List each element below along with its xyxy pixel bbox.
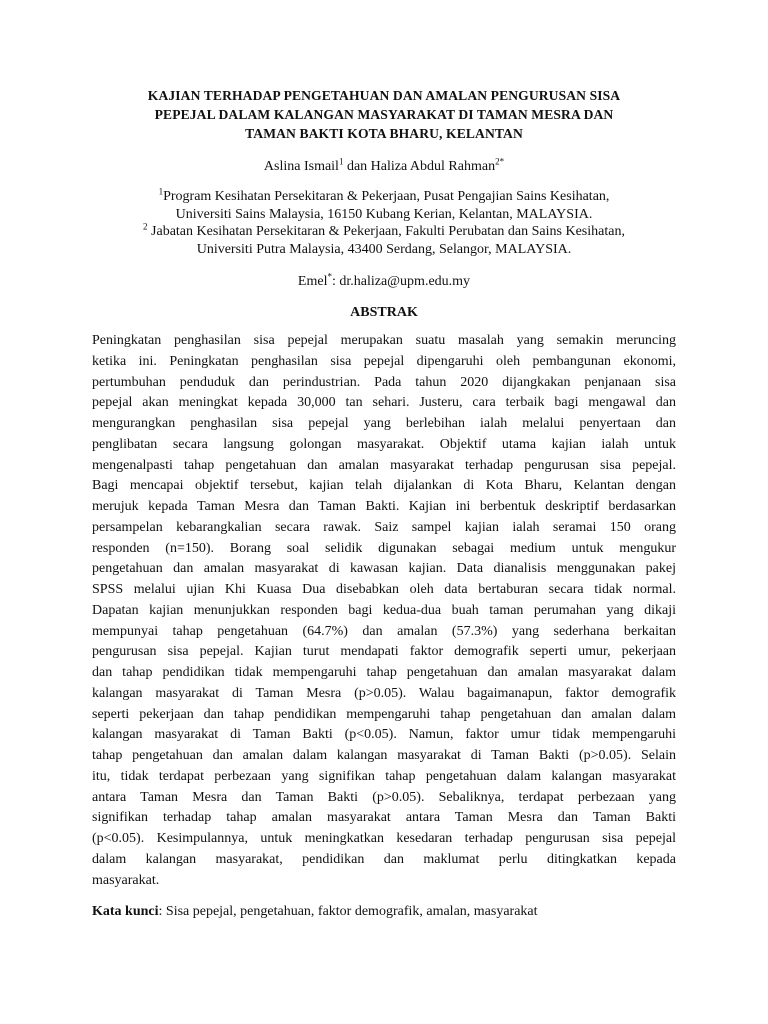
corresponding-mark: * (327, 271, 332, 282)
abstract-line: mengenalpasti tahap pengetahuan dan amalan masyarakat terhadap pengurusan sisa pepejal. (92, 457, 676, 473)
keywords-value: : Sisa pepejal, pengetahuan, faktor demografik, amalan, masyarakat (158, 904, 538, 920)
affiliation-mark: 1 (158, 186, 164, 197)
abstract-line: tahap pengetahuan dan amalan dalam kalangan masyarakat di Taman Bakti (p>0.05). Selain (92, 748, 676, 763)
abstract-line: pengetahuan dan amalan masyarakat di kawasan kajian. Data dianalisis menggunakan pakej (92, 561, 676, 577)
abstract-body (92, 331, 676, 891)
affiliation-mark: 2 (143, 221, 148, 232)
abstract-line: dalam kalangan masyarakat, pendidikan dan maklumat perlu ditingkatkan kepada (92, 851, 676, 867)
author-name: Aslina Ismail (263, 159, 339, 174)
keywords-label: Kata kunci (92, 904, 159, 920)
abstract-heading: ABSTRAK (350, 305, 418, 320)
author-name: Haliza Abdul Rahman (370, 159, 496, 174)
abstract-line: pertumbuhan penduduk dan perindustrian. Pada tahun 2020 dijangkakan penjanaan sisa (92, 374, 676, 390)
abstract-line: kalangan masyarakat di Taman Bakti (p<0.05). Namun, faktor umur tidak mempengaruhi (92, 727, 676, 743)
abstract-line: ketika ini. Peningkatan penghasilan sisa pepejal dipengaruhi oleh pembangunan ekonomi, (92, 353, 676, 369)
abstract-line: penglibatan secara langsung golongan masyarakat. Objektif utama kajian ialah untuk (92, 436, 676, 452)
affiliation-line: Universiti Putra Malaysia, 43400 Serdang, Selangor, MALAYSIA. (196, 241, 572, 257)
affiliation-line: $^1$Program Kesihatan Persekitaran & Pekerjaan, Pusat Pengajian Sains Kesihatan, (158, 186, 610, 204)
abstract-line: mempunyai tahap pengetahuan (64.7%) dan amalan (57.3%) yang sederhana berkaitan (92, 623, 676, 639)
abstract-line: dan tahap pendidikan tidak mempengaruhi tahap pengetahuan dan amalan masyarakat dalam (92, 665, 676, 680)
abstract-line: (p<0.05). Kesimpulannya, untuk meningkatkan kesedaran terhadap pengurusan sisa pepejal (92, 831, 676, 846)
affiliation-line: $^2$ Jabatan Kesihatan Persekitaran & Pekerjaan, Fakulti Perubatan dan Sains Kesihatan, (143, 221, 625, 239)
abstract-line: mengurangkan penghasilan sisa pepejal yang berlebihan ialah melalui penyertaan dan (92, 416, 676, 431)
title-line: KAJIAN TERHADAP PENGETAHUAN DAN AMALAN PENGURUSAN SISA (147, 88, 621, 103)
affiliation-list (92, 188, 676, 258)
title-line: TAMAN BAKTI KOTA BHARU, KELANTAN (245, 126, 523, 141)
abstract-line: kalangan masyarakat di Taman Mesra (p>0.05). Walau bagaimanapun, faktor demografik (92, 685, 676, 701)
abstract-line: pengurusan sisa pepejal. Kajian turut mendapati faktor demografik seperti umur, pekerjaan (92, 644, 676, 660)
abstract-line: antara Taman Mesra dan Taman Bakti (p>0.05). Sebaliknya, terdapat perbezaan yang (92, 789, 676, 805)
abstract-line: SPSS melalui ujian Khi Kuasa Dua disebabkan oleh data bertaburan secara tidak normal. (92, 582, 676, 597)
abstract-line: persampelan kebarangkalian secara rawak. Saiz sampel kajian ialah seramai 150 orang (92, 519, 676, 535)
email-address: : dr.haliza@upm.edu.my (331, 274, 471, 289)
abstract-line: masyarakat. (92, 872, 160, 888)
abstract-line: Dapatan kajian menunjukkan responden bagi kedua-dua buah taman perumahan yang dikaji (92, 602, 676, 618)
affiliation-line: Universiti Sains Malaysia, 16150 Kubang Kerian, Kelantan, MALAYSIA. (175, 206, 593, 222)
affiliation-mark: 2* (495, 156, 505, 167)
abstract-line: Peningkatan penghasilan sisa pepejal merupakan suatu masalah yang semakin meruncing (92, 333, 676, 348)
abstract-line: merujuk kepada Taman Mesra dan Taman Bakti. Kajian ini berbentuk deskriptif berdasarkan (92, 499, 676, 514)
abstract-line: pepejal akan meningkat kepada 30,000 tan sehari. Justeru, cara terbaik bagi mengawal dan (92, 395, 676, 411)
email-label: Emel (297, 274, 328, 289)
author-list (92, 158, 676, 176)
affiliation-mark: 1 (338, 156, 344, 167)
title-line: PEPEJAL DALAM KALANGAN MASYARAKAT DI TAMAN MESRA DAN (154, 107, 614, 122)
contact-email (92, 273, 676, 291)
abstract-line: signifikan terhadap tahap amalan masyarakat antara Taman Mesra dan Taman Bakti (92, 810, 676, 826)
author-connector: dan (343, 159, 371, 174)
abstract-line: Bagi mencapai objektif tersebut, kajian telah dijalankan di Kota Bharu, Kelantan dengan (92, 478, 676, 494)
abstract-line: seperti pekerjaan dan tahap pendidikan mempengaruhi tahap pengetahuan dan amalan dalam (92, 706, 676, 722)
keywords (92, 903, 676, 921)
paper-title (92, 86, 676, 143)
abstract-line: responden (n=150). Borang soal selidik digunakan sebagai medium untuk mengukur (92, 540, 676, 556)
abstract-line: itu, tidak terdapat perbezaan yang signifikan tahap pengetahuan dalam kalangan masyarakat (92, 768, 676, 784)
